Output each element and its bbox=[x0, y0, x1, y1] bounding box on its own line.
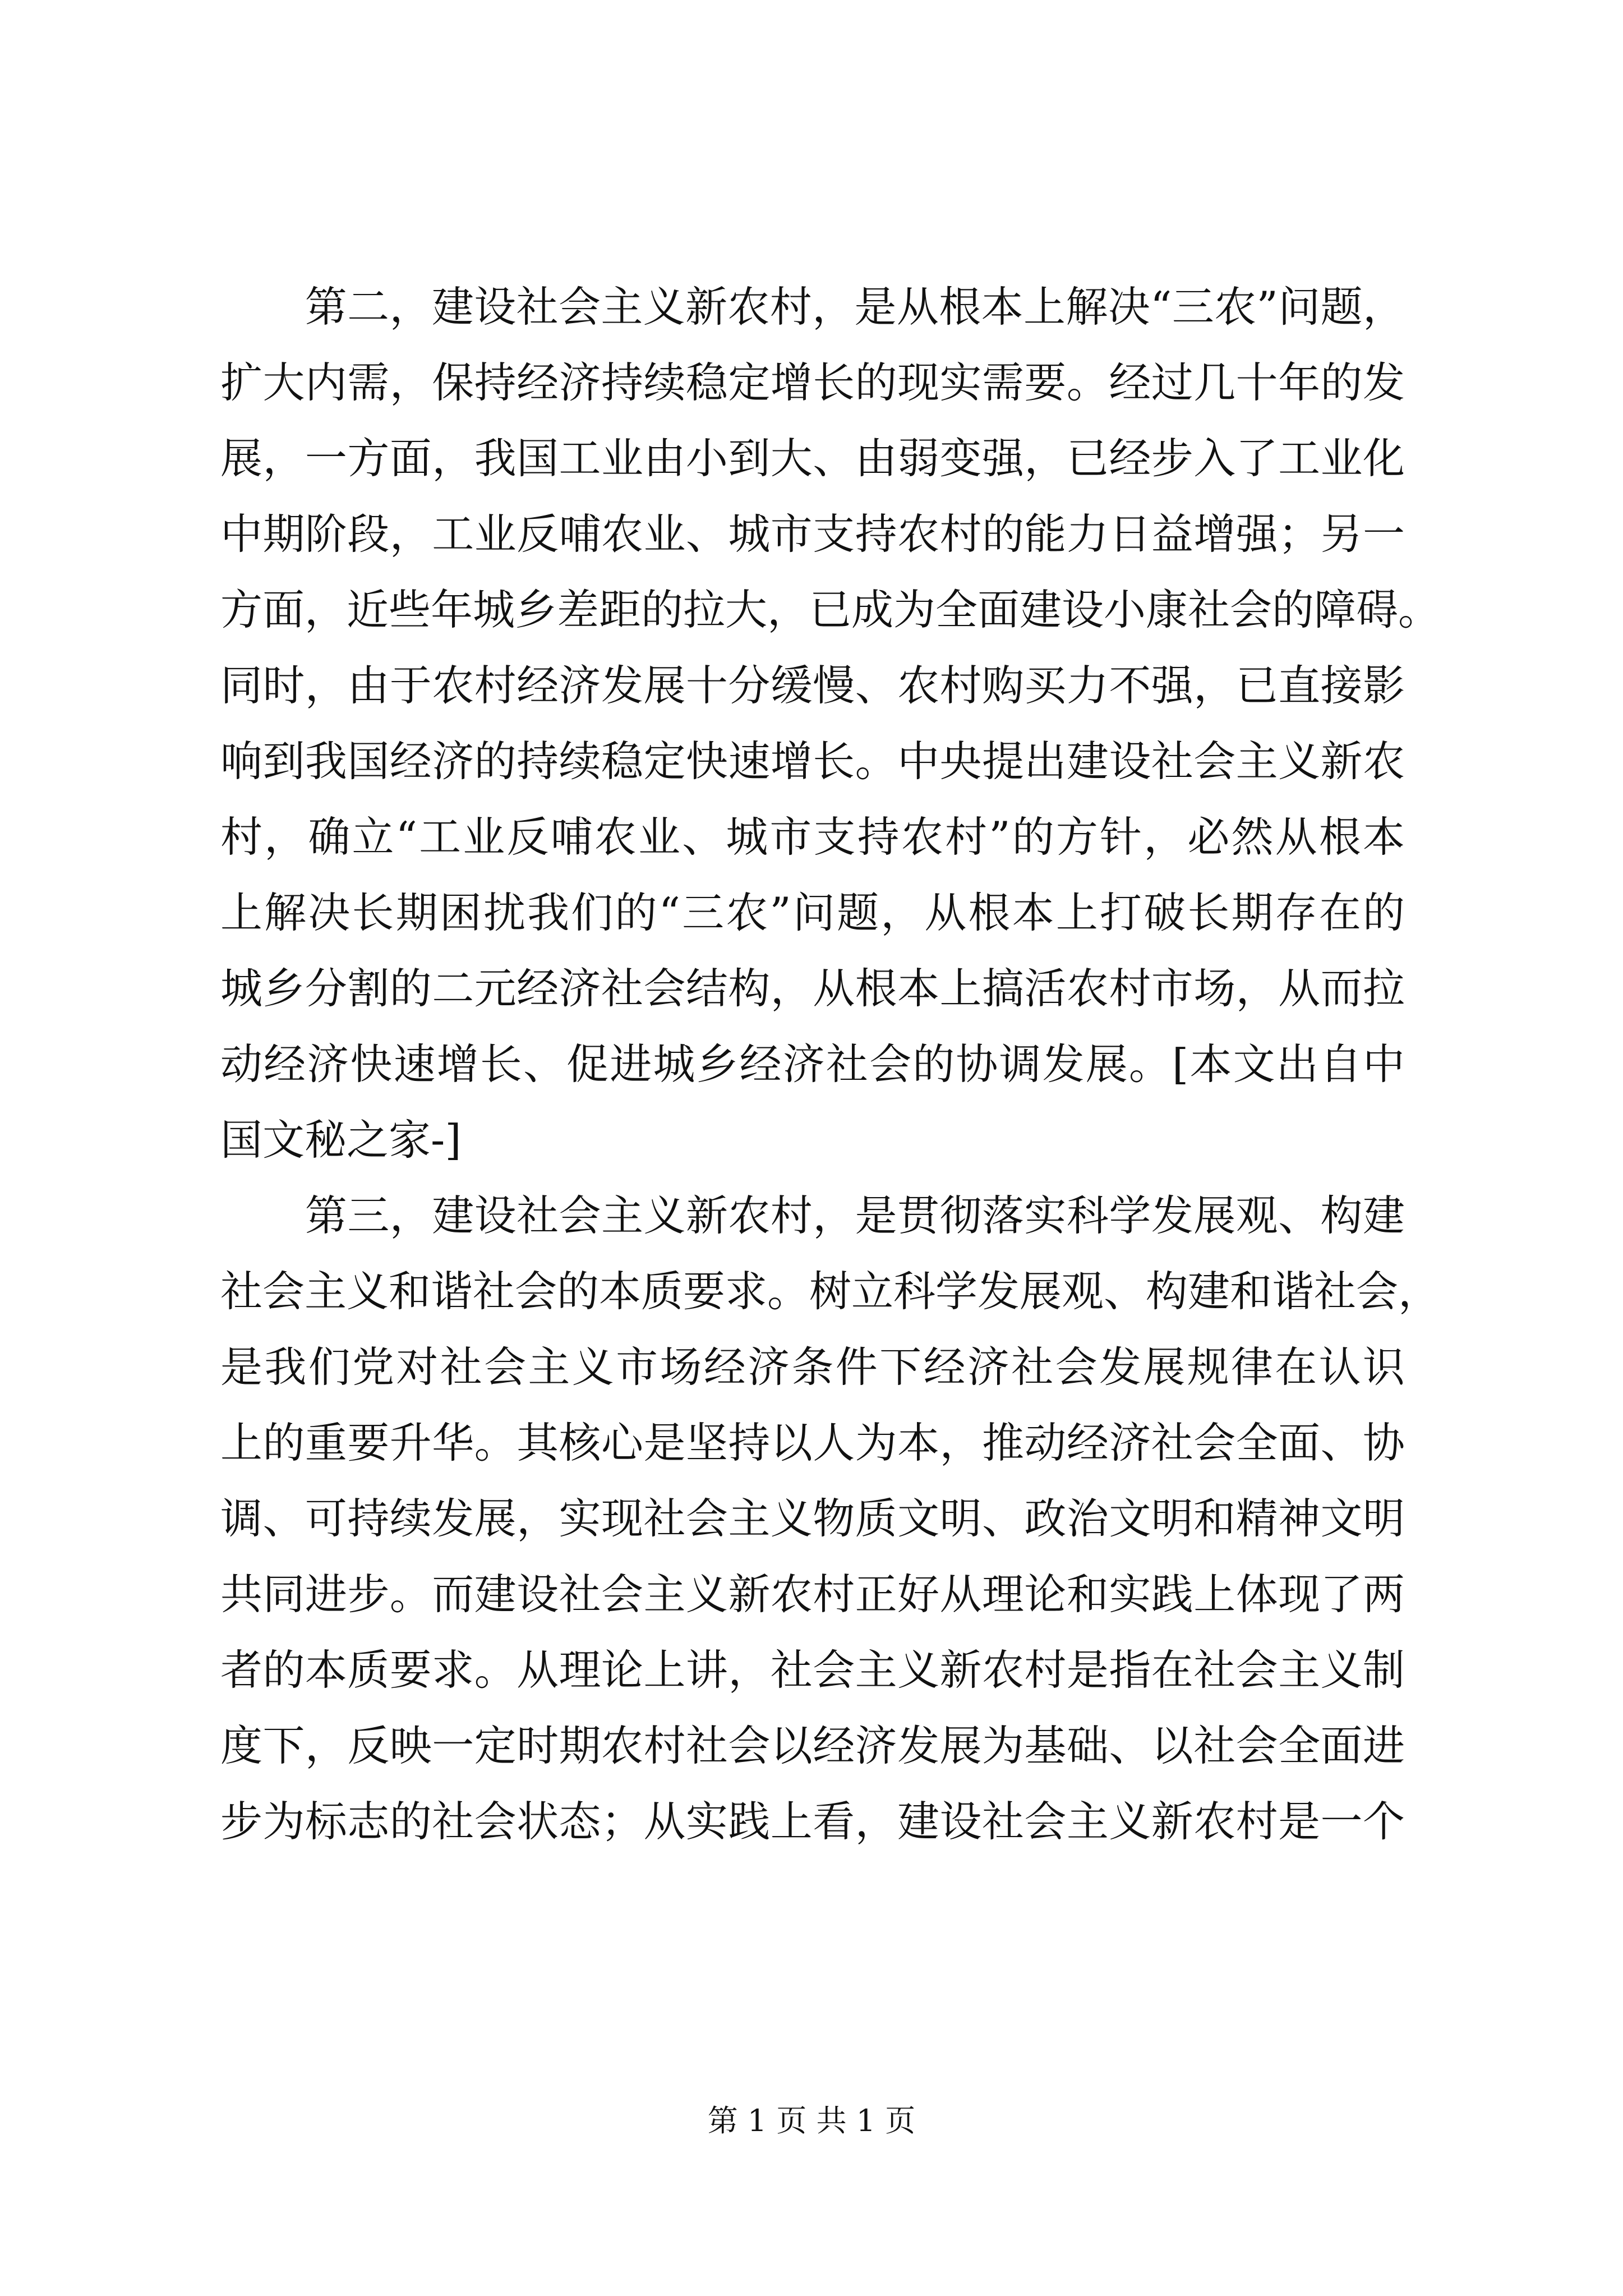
paragraph-second bbox=[220, 269, 1441, 1178]
text-line: 共同进步。而建设社会主义新农村正好从理论和实践上体现了两 bbox=[220, 1570, 1405, 1619]
text-line: 上的重要升华。其核心是坚持以人为本，推动经济社会全面、协 bbox=[220, 1418, 1405, 1467]
text-line: 度下，反映一定时期农村社会以经济发展为基础、以社会全面进 bbox=[220, 1721, 1405, 1770]
page-number-label: 第 1 页 共 1 页 bbox=[707, 2103, 916, 2138]
text-line: 调、可持续发展，实现社会主义物质文明、政治文明和精神文明 bbox=[220, 1494, 1405, 1543]
text-line: 者的本质要求。从理论上讲，社会主义新农村是指在社会主义制 bbox=[220, 1645, 1405, 1695]
text-line: 扩大内需，保持经济持续稳定增长的现实需要。经过几十年的发 bbox=[220, 358, 1405, 407]
text-line: 城乡分割的二元经济社会结构，从根本上搞活农村市场，从而拉 bbox=[220, 964, 1405, 1013]
text-line: 是我们党对社会主义市场经济条件下经济社会发展规律在认识 bbox=[220, 1342, 1405, 1392]
text-line: 第三，建设社会主义新农村，是贯彻落实科学发展观、构建 bbox=[220, 1191, 1405, 1240]
text-line: 社会主义和谐社会的本质要求。树立科学发展观、构建和谐社会， bbox=[220, 1267, 1441, 1316]
page-footer bbox=[0, 2101, 1623, 2141]
text-line: 同时，由于农村经济发展十分缓慢、农村购买力不强，已直接影 bbox=[220, 661, 1405, 710]
text-line: 响到我国经济的持续稳定快速增长。中央提出建设社会主义新农 bbox=[220, 737, 1405, 786]
text-line: 村，确立“工业反哺农业、城市支持农村”的方针，必然从根本 bbox=[220, 812, 1405, 862]
text-line: 动经济快速增长、促进城乡经济社会的协调发展。[本文出自中 bbox=[220, 1039, 1405, 1089]
text-line: 展，一方面，我国工业由小到大、由弱变强，已经步入了工业化 bbox=[220, 434, 1405, 483]
text-line: 步为标志的社会状态；从实践上看，建设社会主义新农村是一个 bbox=[220, 1797, 1405, 1846]
text-line: 上解决长期困扰我们的“三农”问题，从根本上打破长期存在的 bbox=[220, 888, 1405, 937]
paragraph-third bbox=[220, 1178, 1441, 1860]
text-line: 中期阶段，工业反哺农业、城市支持农村的能力日益增强；另一 bbox=[220, 509, 1405, 559]
body-text bbox=[220, 269, 1441, 1860]
text-line: 第二，建设社会主义新农村，是从根本上解决“三农”问题， bbox=[220, 282, 1405, 332]
text-line: 国文秘之家-] bbox=[220, 1115, 462, 1165]
text-line: 方面，近些年城乡差距的拉大，已成为全面建设小康社会的障碍。 bbox=[220, 585, 1441, 634]
